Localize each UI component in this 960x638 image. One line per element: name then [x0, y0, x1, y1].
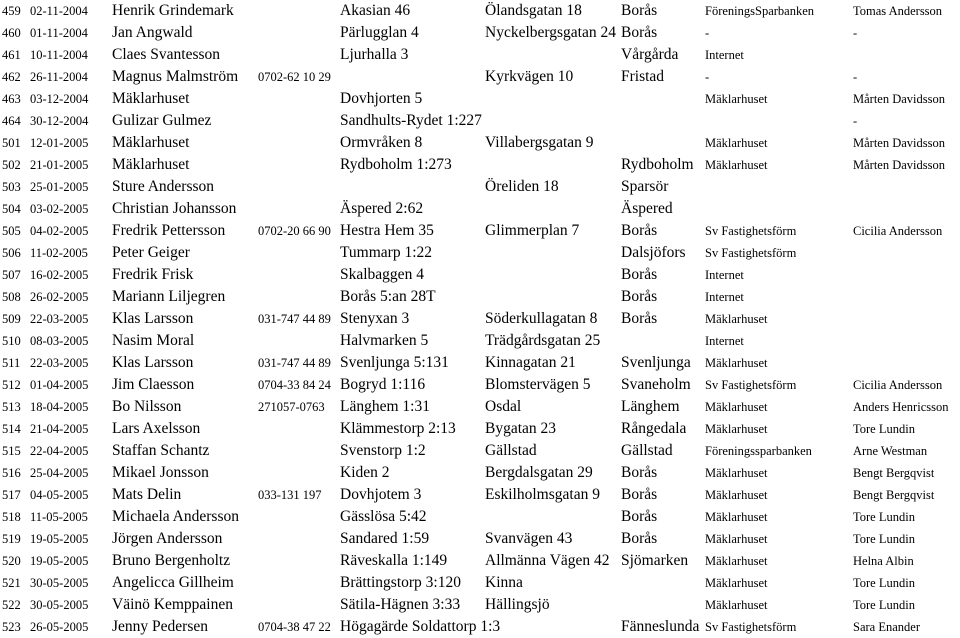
- cell-property: Länghem 1:31: [340, 398, 430, 415]
- cell-address: Hällingsjö: [485, 596, 550, 613]
- cell-name: Bruno Bergenholtz: [112, 552, 231, 569]
- cell-property: Borås 5:an 28T: [340, 288, 436, 305]
- cell-address: Kinna: [485, 574, 523, 591]
- cell-name: Bo Nilsson: [112, 398, 182, 415]
- cell-property: Svenstorp 1:2: [340, 442, 426, 459]
- cell-date: 02-11-2004: [30, 4, 88, 18]
- table-row: [0, 220, 960, 242]
- cell-property: Stenyxan 3: [340, 310, 410, 327]
- cell-property: Sandared 1:59: [340, 530, 430, 547]
- cell-address: Glimmerplan 7: [485, 222, 580, 239]
- cell-date: 22-03-2005: [30, 312, 89, 326]
- cell-channel: Mäklarhuset: [705, 422, 768, 436]
- cell-name: Michaela Andersson: [112, 508, 239, 525]
- cell-property: Hestra Hem 35: [340, 222, 434, 239]
- table-row: [0, 484, 960, 506]
- cell-contact: Cicilia Andersson: [853, 378, 943, 392]
- cell-channel: Mäklarhuset: [705, 400, 768, 414]
- table-row: [0, 154, 960, 176]
- cell-contact: Mårten Davidsson: [853, 136, 945, 150]
- cell-town: Dalsjöfors: [621, 244, 686, 261]
- table-row: [0, 550, 960, 572]
- cell-channel: Sv Fastighetsförm: [705, 378, 797, 392]
- cell-address: Villabergsgatan 9: [485, 134, 594, 151]
- cell-channel: Mäklarhuset: [705, 532, 768, 546]
- cell-nr: 503: [2, 180, 21, 194]
- cell-nr: 501: [2, 136, 21, 150]
- cell-channel: FöreningsSparbanken: [705, 4, 815, 18]
- cell-nr: 518: [2, 510, 21, 524]
- table-row: [0, 418, 960, 440]
- cell-property: Brättingstorp 3:120: [340, 574, 461, 591]
- cell-name: Jenny Pedersen: [112, 618, 208, 635]
- cell-name: Sture Andersson: [112, 178, 215, 195]
- cell-address: Trädgårdsgatan 25: [485, 332, 601, 349]
- cell-nr: 521: [2, 576, 21, 590]
- cell-address: Nyckelbergsgatan 24: [485, 24, 616, 41]
- cell-property: Dovhjorten 5: [340, 90, 423, 107]
- cell-phone: 033-131 197: [258, 488, 322, 502]
- table-row: [0, 66, 960, 88]
- cell-date: 22-03-2005: [30, 356, 89, 370]
- cell-name: Mikael Jonsson: [112, 464, 209, 481]
- cell-nr: 508: [2, 290, 21, 304]
- cell-channel: Sv Fastighetsförm: [705, 620, 797, 634]
- cell-channel: Internet: [705, 290, 744, 304]
- table-row: [0, 572, 960, 594]
- cell-address: Öreliden 18: [485, 178, 559, 195]
- cell-property: Skalbaggen 4: [340, 266, 424, 283]
- cell-property: Ljurhalla 3: [340, 46, 409, 63]
- cell-contact: Cicilia Andersson: [853, 224, 943, 238]
- cell-name: Klas Larsson: [112, 310, 194, 327]
- cell-name: Peter Geiger: [112, 244, 190, 261]
- cell-nr: 509: [2, 312, 21, 326]
- table-row: [0, 330, 960, 352]
- cell-date: 26-02-2005: [30, 290, 89, 304]
- cell-property: Svenljunga 5:131: [340, 354, 449, 371]
- table-row: [0, 22, 960, 44]
- cell-property: Gässlösa 5:42: [340, 508, 427, 525]
- cell-date: 01-04-2005: [30, 378, 89, 392]
- table-row: [0, 396, 960, 418]
- cell-channel: Mäklarhuset: [705, 598, 768, 612]
- cell-date: 18-04-2005: [30, 400, 89, 414]
- cell-phone: 031-747 44 89: [258, 356, 331, 370]
- table-row: [0, 616, 960, 638]
- cell-channel: Internet: [705, 334, 744, 348]
- cell-town: Äspered: [621, 200, 673, 217]
- cell-town: Länghem: [621, 398, 680, 415]
- cell-nr: 516: [2, 466, 21, 480]
- cell-nr: 523: [2, 620, 21, 634]
- cell-nr: 519: [2, 532, 21, 546]
- cell-property: Pärlugglan 4: [340, 24, 419, 41]
- cell-date: 19-05-2005: [30, 532, 89, 546]
- cell-town: Rydboholm: [621, 156, 694, 173]
- cell-town: Borås: [621, 2, 658, 19]
- cell-name: Mäklarhuset: [112, 134, 190, 151]
- table-row: [0, 374, 960, 396]
- table-row: [0, 308, 960, 330]
- cell-contact: Sara Enander: [853, 620, 920, 634]
- cell-channel: -: [705, 70, 710, 84]
- cell-nr: 517: [2, 488, 21, 502]
- cell-date: 08-03-2005: [30, 334, 89, 348]
- cell-town: Borås: [621, 266, 658, 283]
- cell-name: Nasim Moral: [112, 332, 195, 349]
- cell-name: Jim Claesson: [112, 376, 195, 393]
- cell-name: Väinö Kemppainen: [112, 596, 233, 613]
- table-row: [0, 88, 960, 110]
- cell-phone: 0704-33 84 24: [258, 378, 331, 392]
- cell-date: 26-05-2005: [30, 620, 89, 634]
- cell-name: Magnus Malmström: [112, 68, 239, 85]
- table-row: [0, 594, 960, 616]
- cell-date: 03-12-2004: [30, 92, 89, 106]
- cell-contact: -: [853, 114, 858, 128]
- table-row: [0, 440, 960, 462]
- cell-date: 22-04-2005: [30, 444, 89, 458]
- table-row: [0, 44, 960, 66]
- cell-address: Blomstervägen 5: [485, 376, 591, 393]
- cell-nr: 512: [2, 378, 21, 392]
- cell-nr: 520: [2, 554, 21, 568]
- table-row: [0, 198, 960, 220]
- cell-address: Svanvägen 43: [485, 530, 573, 547]
- cell-property: Rydboholm 1:273: [340, 156, 452, 173]
- table-row: [0, 242, 960, 264]
- cell-contact: Bengt Bergqvist: [853, 466, 935, 480]
- cell-property: Sätila-Hägnen 3:33: [340, 596, 461, 613]
- cell-property: Dovhjotem 3: [340, 486, 422, 503]
- cell-nr: 514: [2, 422, 21, 436]
- cell-town: Fänneslunda: [621, 618, 700, 635]
- table-row: [0, 528, 960, 550]
- cell-date: 04-05-2005: [30, 488, 89, 502]
- cell-channel: Mäklarhuset: [705, 92, 768, 106]
- cell-name: Fredrik Pettersson: [112, 222, 226, 239]
- cell-phone: 0704-38 47 22: [258, 620, 331, 634]
- table-row: [0, 110, 960, 132]
- cell-name: Jörgen Andersson: [112, 530, 223, 547]
- cell-nr: 510: [2, 334, 21, 348]
- cell-contact: Tore Lundin: [853, 598, 915, 612]
- cell-contact: Mårten Davidsson: [853, 158, 945, 172]
- cell-date: 12-01-2005: [30, 136, 89, 150]
- cell-channel: Mäklarhuset: [705, 510, 768, 524]
- cell-date: 21-01-2005: [30, 158, 89, 172]
- cell-nr: 515: [2, 444, 21, 458]
- table-row: [0, 0, 960, 22]
- table-row: [0, 506, 960, 528]
- cell-nr: 504: [2, 202, 21, 216]
- table-row: [0, 462, 960, 484]
- cell-nr: 511: [2, 356, 21, 370]
- cell-address: Bergdalsgatan 29: [485, 464, 593, 481]
- cell-date: 16-02-2005: [30, 268, 89, 282]
- cell-channel: Föreningssparbanken: [705, 444, 812, 458]
- cell-name: Staffan Schantz: [112, 442, 210, 459]
- cell-town: Sparsör: [621, 178, 669, 195]
- cell-town: Borås: [621, 464, 658, 481]
- cell-date: 10-11-2004: [30, 48, 88, 62]
- cell-channel: Sv Fastighetsförm: [705, 224, 797, 238]
- cell-nr: 505: [2, 224, 21, 238]
- cell-nr: 464: [2, 114, 21, 128]
- cell-nr: 459: [2, 4, 21, 18]
- cell-nr: 461: [2, 48, 21, 62]
- cell-town: Borås: [621, 222, 658, 239]
- cell-property: Akasian 46: [340, 2, 411, 19]
- cell-channel: Mäklarhuset: [705, 554, 768, 568]
- table-row: [0, 264, 960, 286]
- cell-contact: Tore Lundin: [853, 422, 915, 436]
- cell-date: 01-11-2004: [30, 26, 88, 40]
- cell-town: Vårgårda: [621, 46, 679, 63]
- cell-name: Claes Svantesson: [112, 46, 221, 63]
- cell-channel: Mäklarhuset: [705, 356, 768, 370]
- cell-address: Kinnagatan 21: [485, 354, 576, 371]
- cell-address: Eskilholmsgatan 9: [485, 486, 600, 503]
- cell-name: Mats Delin: [112, 486, 182, 503]
- cell-contact: Mårten Davidsson: [853, 92, 945, 106]
- cell-channel: Mäklarhuset: [705, 466, 768, 480]
- cell-date: 11-02-2005: [30, 246, 88, 260]
- cell-address: Allmänna Vägen 42: [485, 552, 610, 569]
- cell-name: Gulizar Gulmez: [112, 112, 212, 129]
- cell-channel: Mäklarhuset: [705, 488, 768, 502]
- cell-date: 30-05-2005: [30, 576, 89, 590]
- cell-channel: Internet: [705, 48, 744, 62]
- cell-date: 30-12-2004: [30, 114, 89, 128]
- cell-name: Jan Angwald: [112, 24, 193, 41]
- cell-name: Henrik Grindemark: [112, 2, 234, 19]
- cell-contact: Tore Lundin: [853, 576, 915, 590]
- table-row: [0, 132, 960, 154]
- cell-town: Rångedala: [621, 420, 687, 437]
- cell-name: Mariann Liljegren: [112, 288, 226, 305]
- cell-nr: 462: [2, 70, 21, 84]
- cell-contact: -: [853, 26, 858, 40]
- cell-property: Äspered 2:62: [340, 200, 424, 217]
- cell-nr: 502: [2, 158, 21, 172]
- cell-channel: -: [705, 26, 710, 40]
- cell-date: 19-05-2005: [30, 554, 89, 568]
- cell-phone: 031-747 44 89: [258, 312, 331, 326]
- cell-town: Svenljunga: [621, 354, 691, 371]
- cell-address: Osdal: [485, 398, 522, 415]
- cell-nr: 463: [2, 92, 21, 106]
- cell-town: Borås: [621, 508, 658, 525]
- cell-contact: Tore Lundin: [853, 532, 915, 546]
- cell-contact: Tore Lundin: [853, 510, 915, 524]
- cell-channel: Internet: [705, 268, 744, 282]
- cell-name: Fredrik Frisk: [112, 266, 194, 283]
- cell-phone: 271057-0763: [258, 400, 325, 414]
- cell-contact: Bengt Bergqvist: [853, 488, 935, 502]
- cell-property: Halvmarken 5: [340, 332, 429, 349]
- cell-date: 25-01-2005: [30, 180, 89, 194]
- cell-town: Svaneholm: [621, 376, 691, 393]
- cell-address: Söderkullagatan 8: [485, 310, 598, 327]
- table-row: [0, 286, 960, 308]
- cell-town: Borås: [621, 24, 658, 41]
- cell-phone: 0702-20 66 90: [258, 224, 331, 238]
- cell-channel: Mäklarhuset: [705, 576, 768, 590]
- cell-town: Borås: [621, 486, 658, 503]
- cell-name: Christian Johansson: [112, 200, 237, 217]
- cell-name: Klas Larsson: [112, 354, 194, 371]
- cell-contact: Anders Henricsson: [853, 400, 949, 414]
- cell-date: 04-02-2005: [30, 224, 89, 238]
- cell-property: Kiden 2: [340, 464, 390, 481]
- cell-channel: Mäklarhuset: [705, 136, 768, 150]
- cell-address: Gällstad: [485, 442, 537, 459]
- cell-nr: 513: [2, 400, 21, 414]
- cell-town: Borås: [621, 530, 658, 547]
- cell-contact: Helna Albin: [853, 554, 914, 568]
- cell-town: Borås: [621, 310, 658, 327]
- cell-nr: 460: [2, 26, 21, 40]
- cell-channel: Mäklarhuset: [705, 158, 768, 172]
- cell-address: Kyrkvägen 10: [485, 68, 574, 85]
- cell-name: Angelicca Gillheim: [112, 574, 234, 591]
- cell-nr: 506: [2, 246, 21, 260]
- table-row: [0, 352, 960, 374]
- cell-town: Sjömarken: [621, 552, 689, 569]
- table-row: [0, 176, 960, 198]
- cell-date: 21-04-2005: [30, 422, 89, 436]
- cell-date: 26-11-2004: [30, 70, 88, 84]
- cell-address: Bygatan 23: [485, 420, 557, 437]
- cell-contact: -: [853, 70, 858, 84]
- cell-name: Lars Axelsson: [112, 420, 201, 437]
- cell-contact: Arne Westman: [853, 444, 928, 458]
- cell-contact: Tomas Andersson: [853, 4, 943, 18]
- cell-property: Högagärde Soldattorp 1:3: [340, 618, 501, 635]
- cell-nr: 507: [2, 268, 21, 282]
- cell-date: 03-02-2005: [30, 202, 89, 216]
- cell-name: Mäklarhuset: [112, 156, 190, 173]
- cell-date: 30-05-2005: [30, 598, 89, 612]
- cell-property: Sandhults-Rydet 1:227: [340, 112, 482, 129]
- cell-property: Tummarp 1:22: [340, 244, 433, 261]
- cell-property: Bogryd 1:116: [340, 376, 426, 393]
- cell-nr: 522: [2, 598, 21, 612]
- cell-property: Räveskalla 1:149: [340, 552, 448, 569]
- cell-town: Gällstad: [621, 442, 673, 459]
- cell-town: Borås: [621, 288, 658, 305]
- cell-date: 11-05-2005: [30, 510, 88, 524]
- cell-phone: 0702-62 10 29: [258, 70, 331, 84]
- cell-channel: Mäklarhuset: [705, 312, 768, 326]
- cell-channel: Sv Fastighetsförm: [705, 246, 797, 260]
- cell-town: Fristad: [621, 68, 665, 85]
- cell-name: Mäklarhuset: [112, 90, 190, 107]
- cell-date: 25-04-2005: [30, 466, 89, 480]
- cell-property: Ormvråken 8: [340, 134, 423, 151]
- cell-address: Ölandsgatan 18: [485, 2, 582, 19]
- cell-property: Klämmestorp 2:13: [340, 420, 456, 437]
